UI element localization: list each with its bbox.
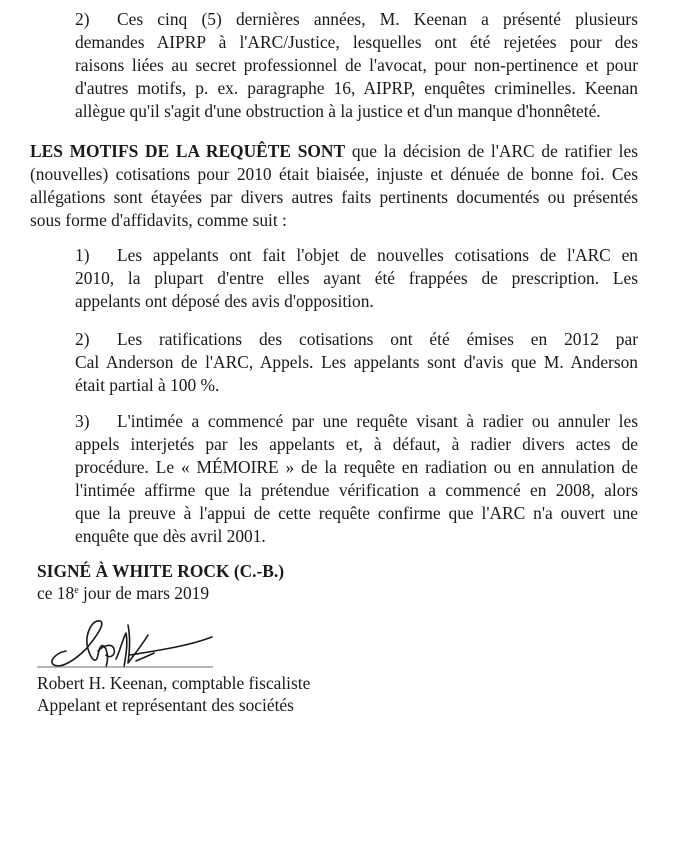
item-line: l'intimée affirme que la prétendue vérification a commencé en 2008, alors: [75, 480, 638, 500]
intro-line: 2) Ces cinq (5) dernières années, M. Keenan a présenté plusieurs: [75, 9, 638, 29]
item-line: 3) L'intimée a commencé par une requête visant à radier ou annuler les: [75, 411, 638, 431]
item-line: était partial à 100 %.: [75, 375, 220, 395]
item-line: 1) Les appelants ont fait l'objet de nouvelles cotisations de l'ARC en: [75, 245, 638, 265]
signer-name: Robert H. Keenan, comptable fiscaliste: [37, 673, 311, 693]
signed-date: ce 18e jour de mars 2019: [37, 583, 210, 603]
item-number: 3): [75, 411, 90, 431]
item-line: 2010, la plupart d'entre elles ayant été frappées de prescription. Les: [75, 268, 638, 288]
item-line: appelants ont déposé des avis d'opposition.: [75, 291, 374, 311]
intro-line: allègue qu'il s'agit d'une obstruction à la justice et d'un manque d'honnêteté.: [75, 101, 601, 121]
item-number: 1): [75, 245, 90, 265]
item-line: enquête que dès avril 2001.: [75, 526, 266, 546]
grounds-line: sous forme d'affidavits, comme suit :: [30, 210, 287, 230]
item-line: appels interjetés par les appelants et, à défaut, à radier divers actes de: [75, 434, 638, 454]
item-line: que la preuve à l'appui de cette requête confirme que l'ARC n'a ouvert une: [75, 503, 638, 523]
item-line: procédure. Le « MÉMOIRE » de la requête en radiation ou en annulation de: [75, 457, 638, 477]
handwritten-signature: [36, 615, 218, 671]
grounds-line: LES MOTIFS DE LA REQUÊTE SONT que la décision de l'ARC de ratifier les: [30, 141, 638, 161]
item-number: 2): [75, 329, 90, 349]
intro-line: demandes AIPRP à l'ARC/Justice, lesquelles ont été rejetées pour des: [75, 32, 638, 52]
intro-line: raisons liées au secret professionnel de l'avocat, pour non-pertinence et pour: [75, 55, 638, 75]
grounds-line: allégations sont étayées par divers autres faits pertinents documentés ou présentés: [30, 187, 638, 207]
item-number: 2): [75, 9, 90, 29]
signed-at-heading: SIGNÉ À WHITE ROCK (C.-B.): [37, 561, 285, 581]
grounds-heading: LES MOTIFS DE LA REQUÊTE SONT: [30, 141, 346, 161]
signer-role: Appelant et représentant des sociétés: [37, 695, 294, 715]
grounds-line: (nouvelles) cotisations pour 2010 était biaisée, injuste et dénuée de bonne foi. Ces: [30, 164, 638, 184]
item-line: 2) Les ratifications des cotisations ont été émises en 2012 par: [75, 329, 638, 349]
item-line: Cal Anderson de l'ARC, Appels. Les appelants sont d'avis que M. Anderson: [75, 352, 638, 372]
intro-line: d'autres motifs, p. ex. paragraphe 16, AIPRP, enquêtes criminelles. Keenan: [75, 78, 638, 98]
